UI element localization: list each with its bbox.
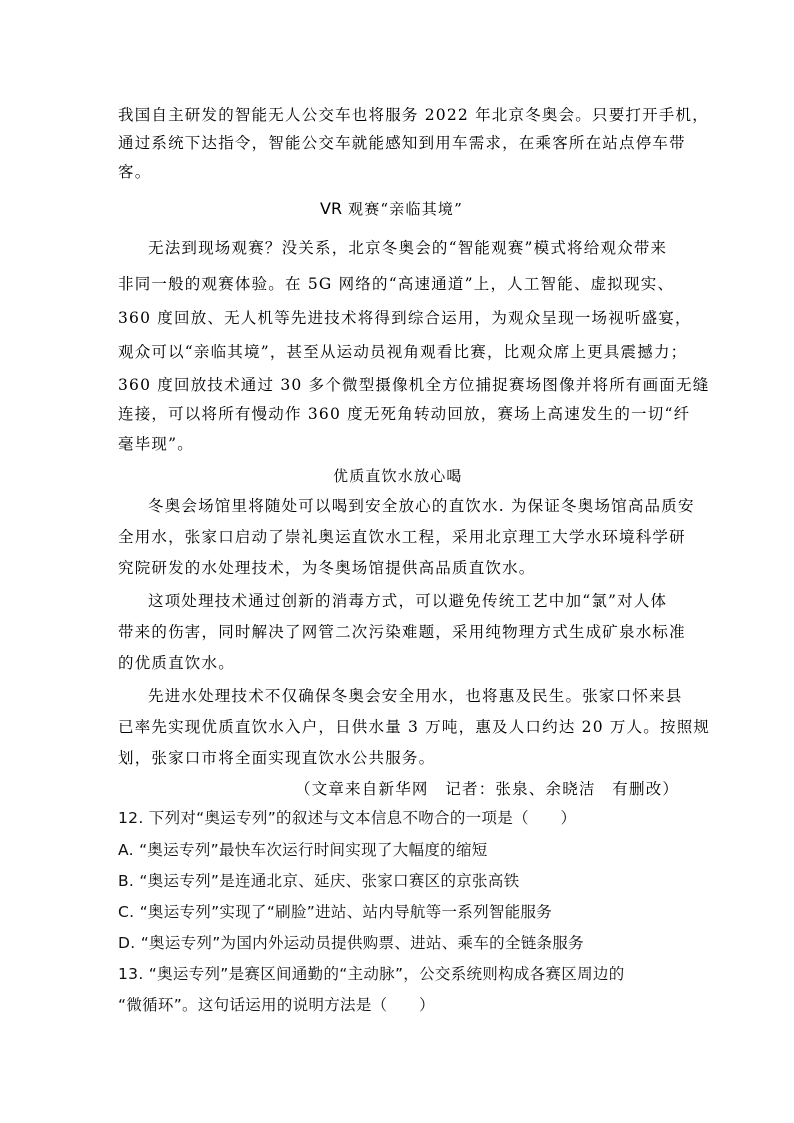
vr-line: 非同一般的观赛体验。在 5G 网络的“高速通道”上，人工智能、虚拟现实、 xyxy=(118,275,675,293)
water-line: 冬奥会场馆里将随处可以喝到安全放心的直饮水. 为保证冬奥场馆高品质安 xyxy=(148,497,695,515)
section-heading-vr xyxy=(320,199,463,219)
water-line: 带来的伤害，同时解决了网管二次污染难题，采用纯物理方式生成矿泉水标准 xyxy=(118,623,686,641)
vr-line: 观众可以“亲临其境”，甚至从运动员视角观看比赛，比观众席上更具震撼力； xyxy=(118,343,688,361)
question-12-option-b: B. “奥运专列”是连通北京、延庆、张家口赛区的京张高铁 xyxy=(118,872,520,890)
question-12-option-c: C. “奥运专列”实现了“刷脸”进站、站内导航等一系列智能服务 xyxy=(118,903,553,921)
vr-line: 360 度回放、无人机等先进技术将得到综合运用，为观众呈现一场视听盛宴， xyxy=(118,309,692,327)
intro-line: 客。 xyxy=(118,163,152,181)
water-line: 的优质直饮水。 xyxy=(118,654,235,672)
heading-prefix: VR xyxy=(320,199,343,218)
question-12-option-d: D. “奥运专列”为国内外运动员提供购票、进站、乘车的全链条服务 xyxy=(118,934,584,952)
source-attribution: （文章来自新华网 记者：张泉、余晓洁 有删改） xyxy=(295,780,680,798)
vr-line: 无法到现场观赛？没关系，北京冬奥会的“智能观赛”模式将给观众带来 xyxy=(148,239,668,257)
water-line: 先进水处理技术不仅确保冬奥会安全用水，也将惠及民生。张家口怀来县 xyxy=(148,687,683,705)
water-line: 划，张家口市将全面实现直饮水公共服务。 xyxy=(118,749,436,767)
section-heading-water: 优质直饮水放心喝 xyxy=(333,467,463,485)
vr-line: 360 度回放技术通过 30 多个微型摄像机全方位捕捉赛场图像并将所有画面无缝 xyxy=(118,376,710,394)
water-line: 这项处理技术通过创新的消毒方式，可以避免传统工艺中加“氯”对人体 xyxy=(148,592,668,610)
question-12-option-a: A. “奥运专列”最快车次运行时间实现了大幅度的缩短 xyxy=(118,841,488,859)
question-13-stem: 13. “奥运专列”是赛区间通勤的“主动脉”，公交系统则构成各赛区周边的 xyxy=(118,965,625,983)
question-13-stem: “微循环”。这句话运用的说明方法是（ ） xyxy=(118,996,435,1014)
water-line: 全用水，张家口启动了崇礼奥运直饮水工程，采用北京理工大学水环境科学研 xyxy=(118,528,686,546)
intro-line: 通过系统下达指令，智能公交车就能感知到用车需求，在乘客所在站点停车带 xyxy=(118,134,686,152)
water-line: 已率先实现优质直饮水入户，日供水量 3 万吨，惠及人口约达 20 万人。按照规 xyxy=(118,718,711,736)
water-line: 究院研发的水处理技术，为冬奥场馆提供高品质直饮水。 xyxy=(118,559,536,577)
intro-line: 我国自主研发的智能无人公交车也将服务 2022 年北京冬奥会。只要打开手机， xyxy=(118,106,709,124)
vr-line: 连接，可以将所有慢动作 360 度无死角转动回放，赛场上高速发生的一切“纤 xyxy=(118,405,691,423)
heading-text: 观赛“亲临其境” xyxy=(342,200,463,218)
question-12-stem: 12. 下列对“奥运专列”的叙述与文本信息不吻合的一项是（ ） xyxy=(118,809,577,827)
vr-line: 毫毕现”。 xyxy=(118,435,194,453)
